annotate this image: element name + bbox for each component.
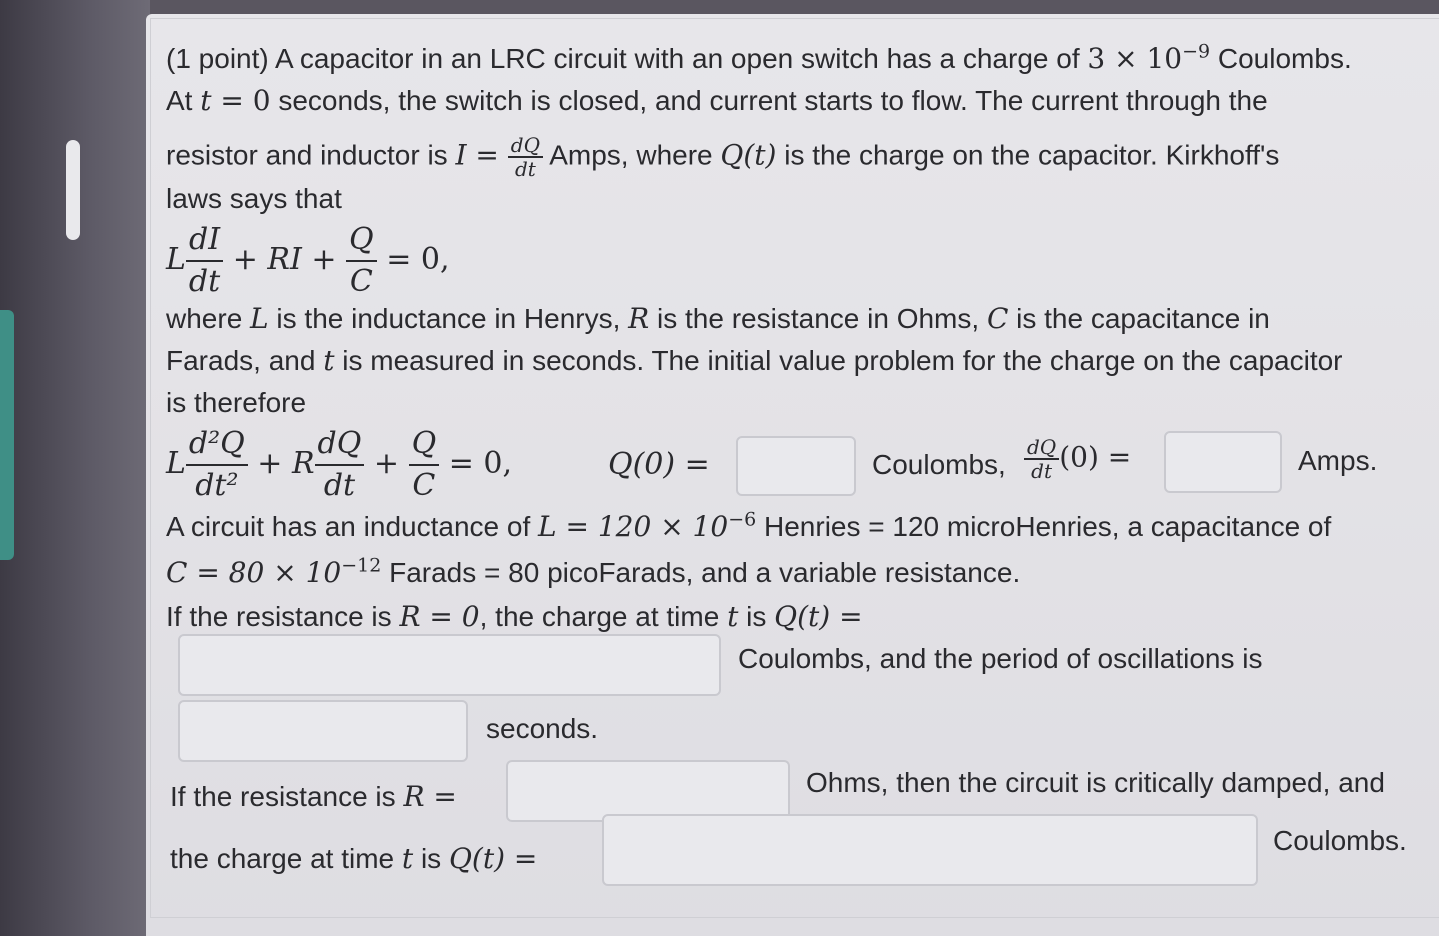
- eval-zero: (0) =: [1059, 440, 1132, 474]
- line-2: [166, 84, 1268, 118]
- side-tab: [0, 310, 14, 560]
- numerator: dI: [186, 220, 223, 262]
- fraction-dQ-dt: [508, 134, 543, 180]
- denominator: dt: [323, 468, 356, 503]
- text: is the inductance in Henrys,: [268, 303, 629, 334]
- unit-text: Coulombs.: [1210, 43, 1352, 74]
- unit-seconds: seconds.: [486, 713, 599, 744]
- text: Farads = 80 picoFarads, and a variable resistance.: [381, 557, 1021, 588]
- derivative-label: [1024, 436, 1131, 482]
- fraction-dQ-dt-small: [1024, 436, 1059, 482]
- var-L: L: [250, 302, 269, 335]
- var-C: C: [986, 302, 1009, 335]
- text: If the resistance is: [170, 781, 404, 812]
- intro-text: (1 point) A capacitor in an LRC circuit with an open switch has a charge of: [166, 43, 1088, 74]
- term-RI: + RI +: [223, 241, 347, 277]
- text: If the resistance is: [166, 601, 400, 632]
- capacitance-value: C = 80 × 10: [166, 556, 342, 589]
- inductance-exponent: −6: [728, 508, 757, 531]
- line-12: [166, 600, 863, 634]
- text: where: [166, 303, 251, 334]
- answer-Qt-undamped-input[interactable]: [178, 634, 721, 696]
- denominator: C: [412, 468, 436, 503]
- fraction-Q-C: [409, 424, 440, 506]
- equals: =: [466, 138, 508, 172]
- line-8: [166, 386, 306, 420]
- denominator: dt: [188, 264, 221, 299]
- var-Qt: Q(t) =: [448, 842, 538, 875]
- answer-Q0-input[interactable]: [736, 436, 856, 496]
- line-7: [166, 344, 1343, 378]
- var-t: t: [401, 842, 414, 875]
- text-critical: Ohms, then the circuit is critically damped, and: [806, 767, 1385, 798]
- text: At: [166, 85, 201, 116]
- var-t: t: [323, 344, 335, 377]
- text: is the capacitance in: [1008, 303, 1270, 334]
- answer-critical-resistance-input[interactable]: [506, 760, 790, 822]
- text: the charge at time: [170, 843, 402, 874]
- line-16: [170, 842, 537, 876]
- var-Qt: Q(t): [720, 138, 777, 172]
- numerator: dQ: [508, 134, 543, 158]
- denominator: dt: [514, 157, 536, 181]
- eq-zero: = 0,: [376, 241, 450, 277]
- numerator: d²Q: [186, 424, 248, 466]
- text: is the charge on the capacitor. Kirkhoff's: [776, 139, 1280, 171]
- equation-ivp: [166, 424, 512, 506]
- text: is therefore: [166, 387, 307, 418]
- fraction-dI-dt: [186, 220, 223, 302]
- numerator: dQ: [315, 424, 365, 466]
- text: seconds, the switch is closed, and current starts to flow. The current through the: [270, 85, 1268, 116]
- initial-charge: 3 × 10: [1087, 42, 1183, 75]
- text: is measured in seconds. The initial value problem for the charge on the capacitor: [334, 345, 1343, 376]
- equation-kirchhoff: [166, 220, 450, 302]
- text: is: [413, 843, 449, 874]
- capacitance-exponent: −12: [341, 554, 382, 577]
- line-4: [166, 182, 342, 216]
- text: Henries = 120 microHenries, a capacitance of: [756, 511, 1332, 542]
- text-period: Coulombs, and the period of oscillations is: [738, 643, 1263, 674]
- var-R: R: [628, 302, 650, 335]
- numerator: dQ: [1024, 436, 1059, 460]
- answer-period-input[interactable]: [178, 700, 468, 762]
- eq-zero: = 0,: [439, 445, 513, 481]
- unit-coulombs: Coulombs.: [1273, 825, 1407, 856]
- text: laws says that: [166, 183, 342, 214]
- var-L: L: [166, 445, 186, 481]
- var-t: t: [727, 600, 739, 633]
- text: Amps, where: [543, 139, 721, 171]
- var-I: I: [455, 138, 467, 172]
- line-6: [166, 302, 1270, 336]
- var-t: t: [200, 84, 212, 117]
- var-L: L: [166, 241, 186, 277]
- eq-zero: = 0: [211, 84, 271, 117]
- text: resistor and inductor is: [166, 139, 456, 171]
- text: is: [738, 601, 775, 632]
- numerator: Q: [346, 220, 377, 262]
- answer-dQ0-input[interactable]: [1164, 431, 1282, 493]
- denominator: dt: [1031, 459, 1053, 483]
- denominator: dt²: [195, 468, 239, 503]
- fraction-dQ-dt: [315, 424, 365, 506]
- line-15: [170, 780, 457, 814]
- fraction-d2Q-dt2: [186, 424, 248, 506]
- initial-charge-exponent: −9: [1182, 40, 1211, 63]
- label-Q0: Q(0) =: [608, 447, 710, 482]
- resistance-zero: R = 0: [399, 600, 480, 633]
- scrollbar-thumb[interactable]: [66, 140, 80, 240]
- inductance-value: L = 120 × 10: [538, 510, 729, 543]
- text: Farads, and: [166, 345, 324, 376]
- line-11: [166, 556, 1020, 590]
- plus: +: [364, 445, 409, 481]
- line-10: [166, 510, 1331, 544]
- denominator: C: [349, 264, 373, 299]
- line-3: [166, 134, 1279, 180]
- text: , the charge at time: [479, 601, 728, 632]
- text: is the resistance in Ohms,: [649, 303, 987, 334]
- fraction-Q-C: [346, 220, 377, 302]
- var-Qt: Q(t) =: [774, 600, 863, 633]
- var-R: + R: [247, 445, 315, 481]
- unit-amps: Amps.: [1298, 445, 1378, 476]
- line-1: [166, 42, 1352, 76]
- var-R: R =: [403, 780, 457, 813]
- answer-Qt-critical-input[interactable]: [602, 814, 1258, 886]
- text: A circuit has an inductance of: [166, 511, 538, 542]
- unit-coulombs: Coulombs,: [872, 449, 1006, 480]
- numerator: Q: [409, 424, 440, 466]
